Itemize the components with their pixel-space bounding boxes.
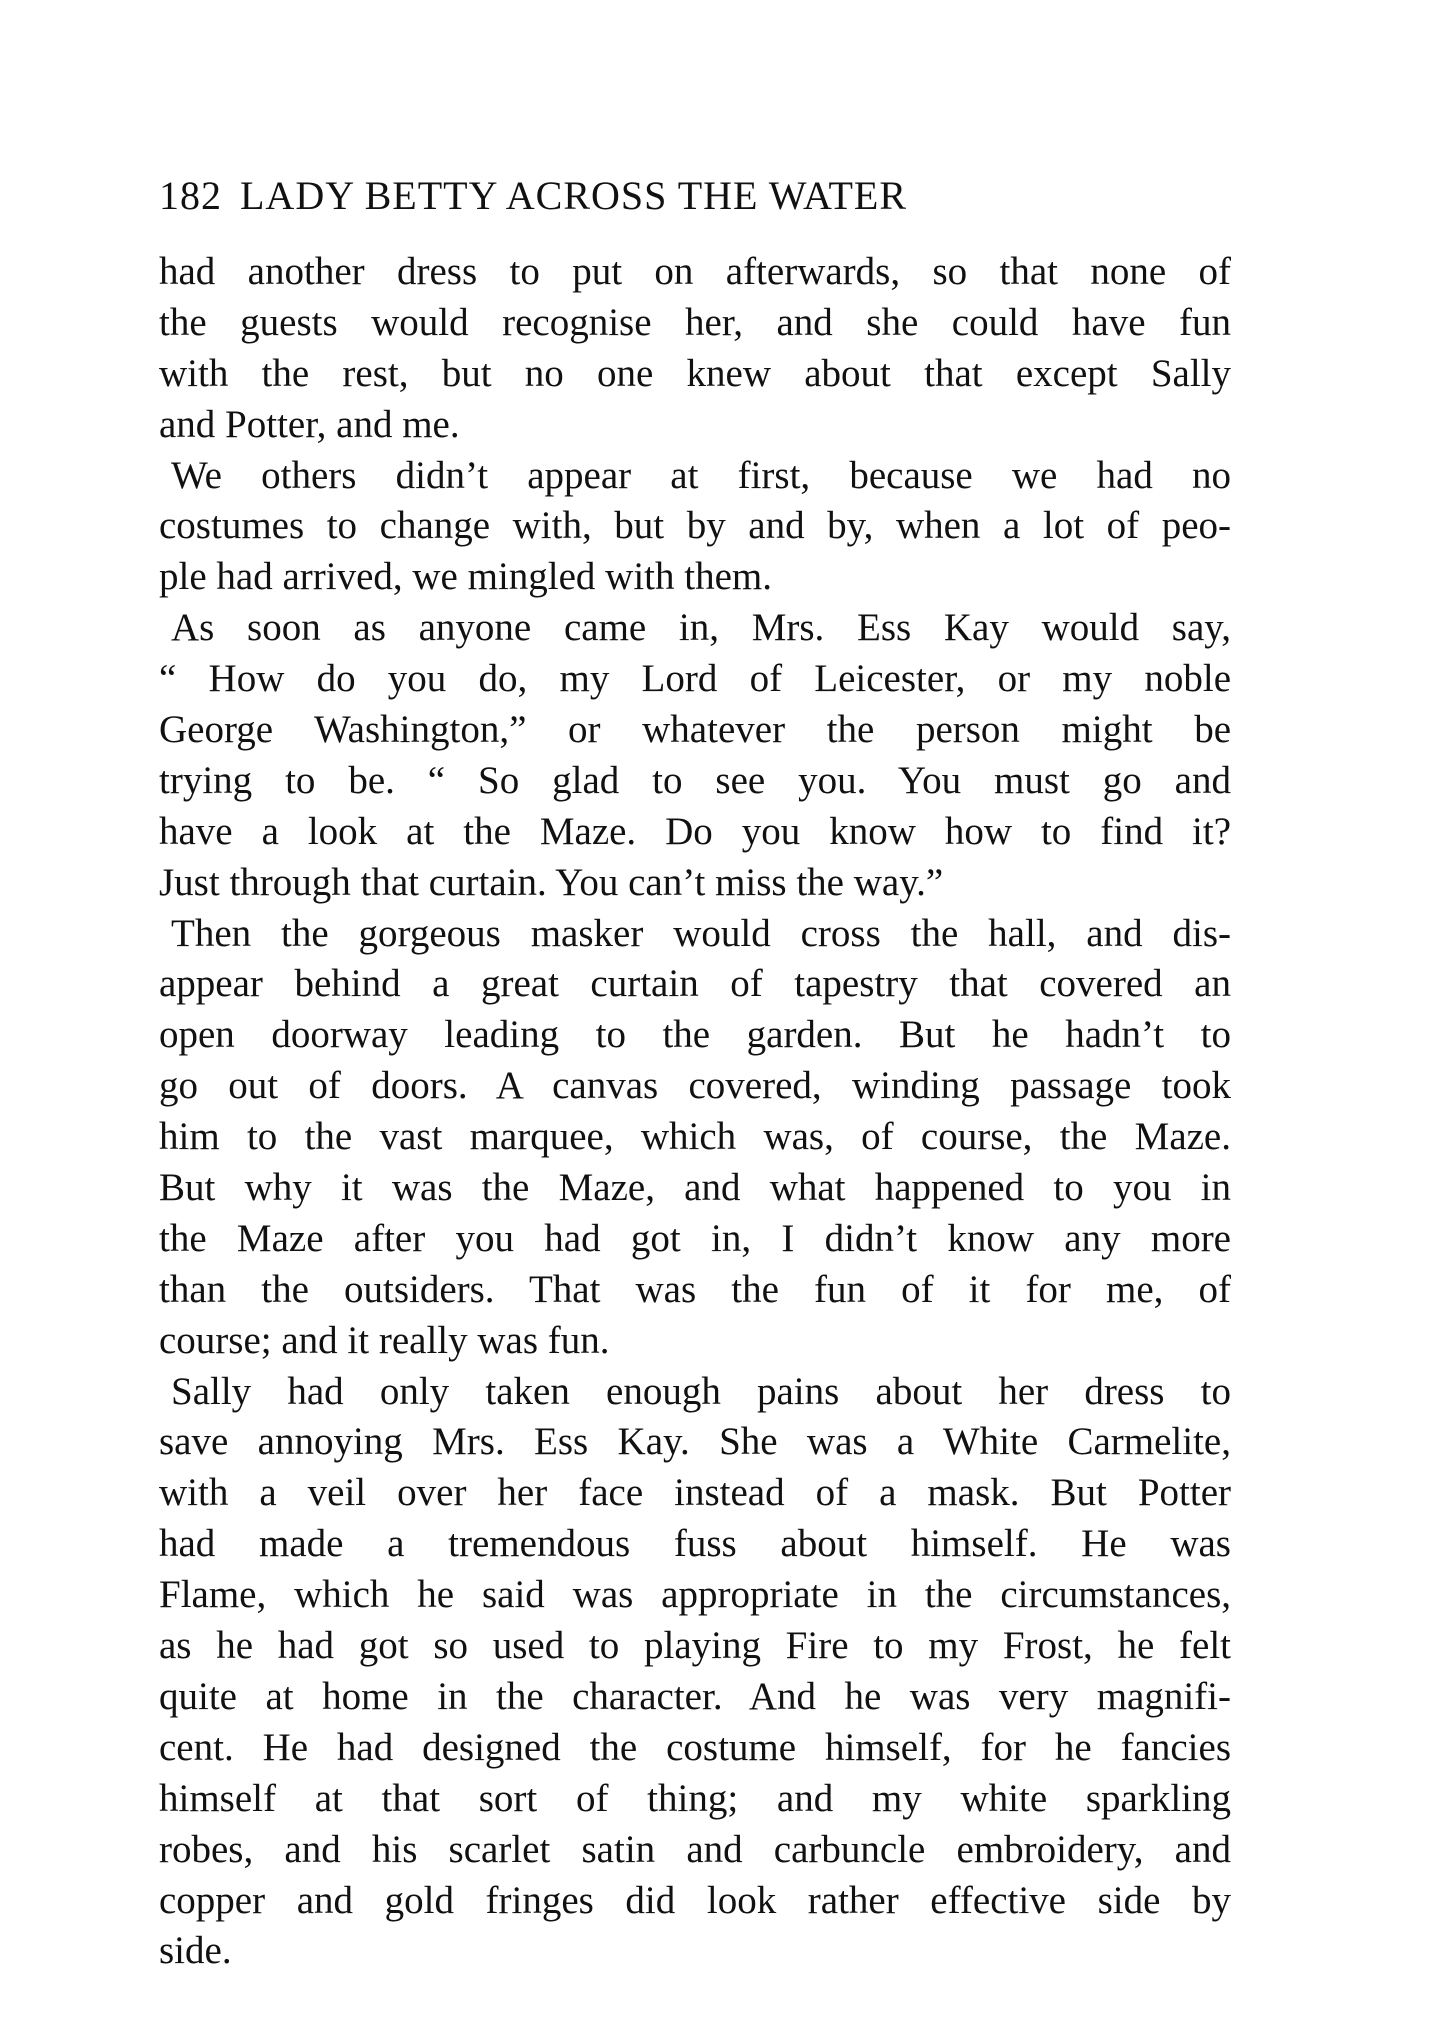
text-line: Then the gorgeous masker would cross the hall, and dis-	[171, 911, 1231, 955]
text-line: have a look at the Maze. Do you know how to find it?	[159, 809, 1231, 853]
page-body	[159, 247, 1231, 1977]
paragraph	[159, 247, 1231, 451]
text-line: ple had arrived, we mingled with them.	[159, 555, 772, 599]
text-line: as he had got so used to playing Fire to my Frost, he felt	[159, 1624, 1231, 1668]
text-line: George Washington,” or whatever the person might be	[159, 708, 1231, 752]
text-line: “ How do you do, my Lord of Leicester, or my noble	[159, 657, 1231, 701]
text-line: had made a tremendous fuss about himself. He was	[159, 1522, 1231, 1566]
text-line: But why it was the Maze, and what happened to you in	[159, 1166, 1231, 1210]
running-header	[159, 172, 1159, 219]
paragraph	[159, 451, 1231, 604]
text-line: As soon as anyone came in, Mrs. Ess Kay would say,	[171, 606, 1231, 650]
text-line: Flame, which he said was appropriate in the circumstances,	[159, 1573, 1231, 1617]
text-line: Sally had only taken enough pains about her dress to	[171, 1369, 1231, 1413]
text-line: than the outsiders. That was the fun of it for me, of	[159, 1267, 1231, 1311]
text-line: and Potter, and me.	[159, 402, 460, 446]
text-line: quite at home in the character. And he was very magnifi-	[159, 1674, 1231, 1718]
paragraph	[159, 603, 1231, 908]
text-line: costumes to change with, but by and by, when a lot of peo-	[159, 504, 1231, 548]
text-line: save annoying Mrs. Ess Kay. She was a White Carmelite,	[159, 1420, 1231, 1464]
text-line: open doorway leading to the garden. But he hadn’t to	[159, 1013, 1231, 1057]
page-number: 182	[159, 173, 222, 218]
paragraph	[159, 1367, 1231, 1978]
running-title: LADY BETTY ACROSS THE WATER	[240, 173, 908, 218]
text-line: cent. He had designed the costume himself, for he fancies	[159, 1725, 1231, 1769]
text-line: himself at that sort of thing; and my white sparkling	[159, 1776, 1231, 1820]
text-line: with a veil over her face instead of a mask. But Potter	[159, 1471, 1231, 1515]
text-line: had another dress to put on afterwards, so that none of	[159, 250, 1231, 293]
text-line: him to the vast marquee, which was, of course, the Maze.	[159, 1115, 1231, 1159]
text-line: with the rest, but no one knew about that except Sally	[159, 351, 1231, 395]
text-line: the guests would recognise her, and she could have fun	[159, 300, 1231, 344]
text-line: appear behind a great curtain of tapestry that covered an	[159, 962, 1231, 1006]
text-line: Just through that curtain. You can’t miss the way.”	[159, 860, 944, 904]
text-line: copper and gold fringes did look rather effective side by	[159, 1878, 1231, 1922]
text-line: go out of doors. A canvas covered, winding passage took	[159, 1064, 1231, 1108]
paragraph	[159, 909, 1231, 1367]
text-line: the Maze after you had got in, I didn’t know any more	[159, 1216, 1231, 1260]
text-line: side.	[159, 1929, 232, 1973]
text-line: trying to be. “ So glad to see you. You must go and	[159, 758, 1231, 802]
text-line: We others didn’t appear at first, because we had no	[171, 453, 1231, 497]
text-line: course; and it really was fun.	[159, 1318, 610, 1362]
text-line: robes, and his scarlet satin and carbuncle embroidery, and	[159, 1827, 1231, 1871]
